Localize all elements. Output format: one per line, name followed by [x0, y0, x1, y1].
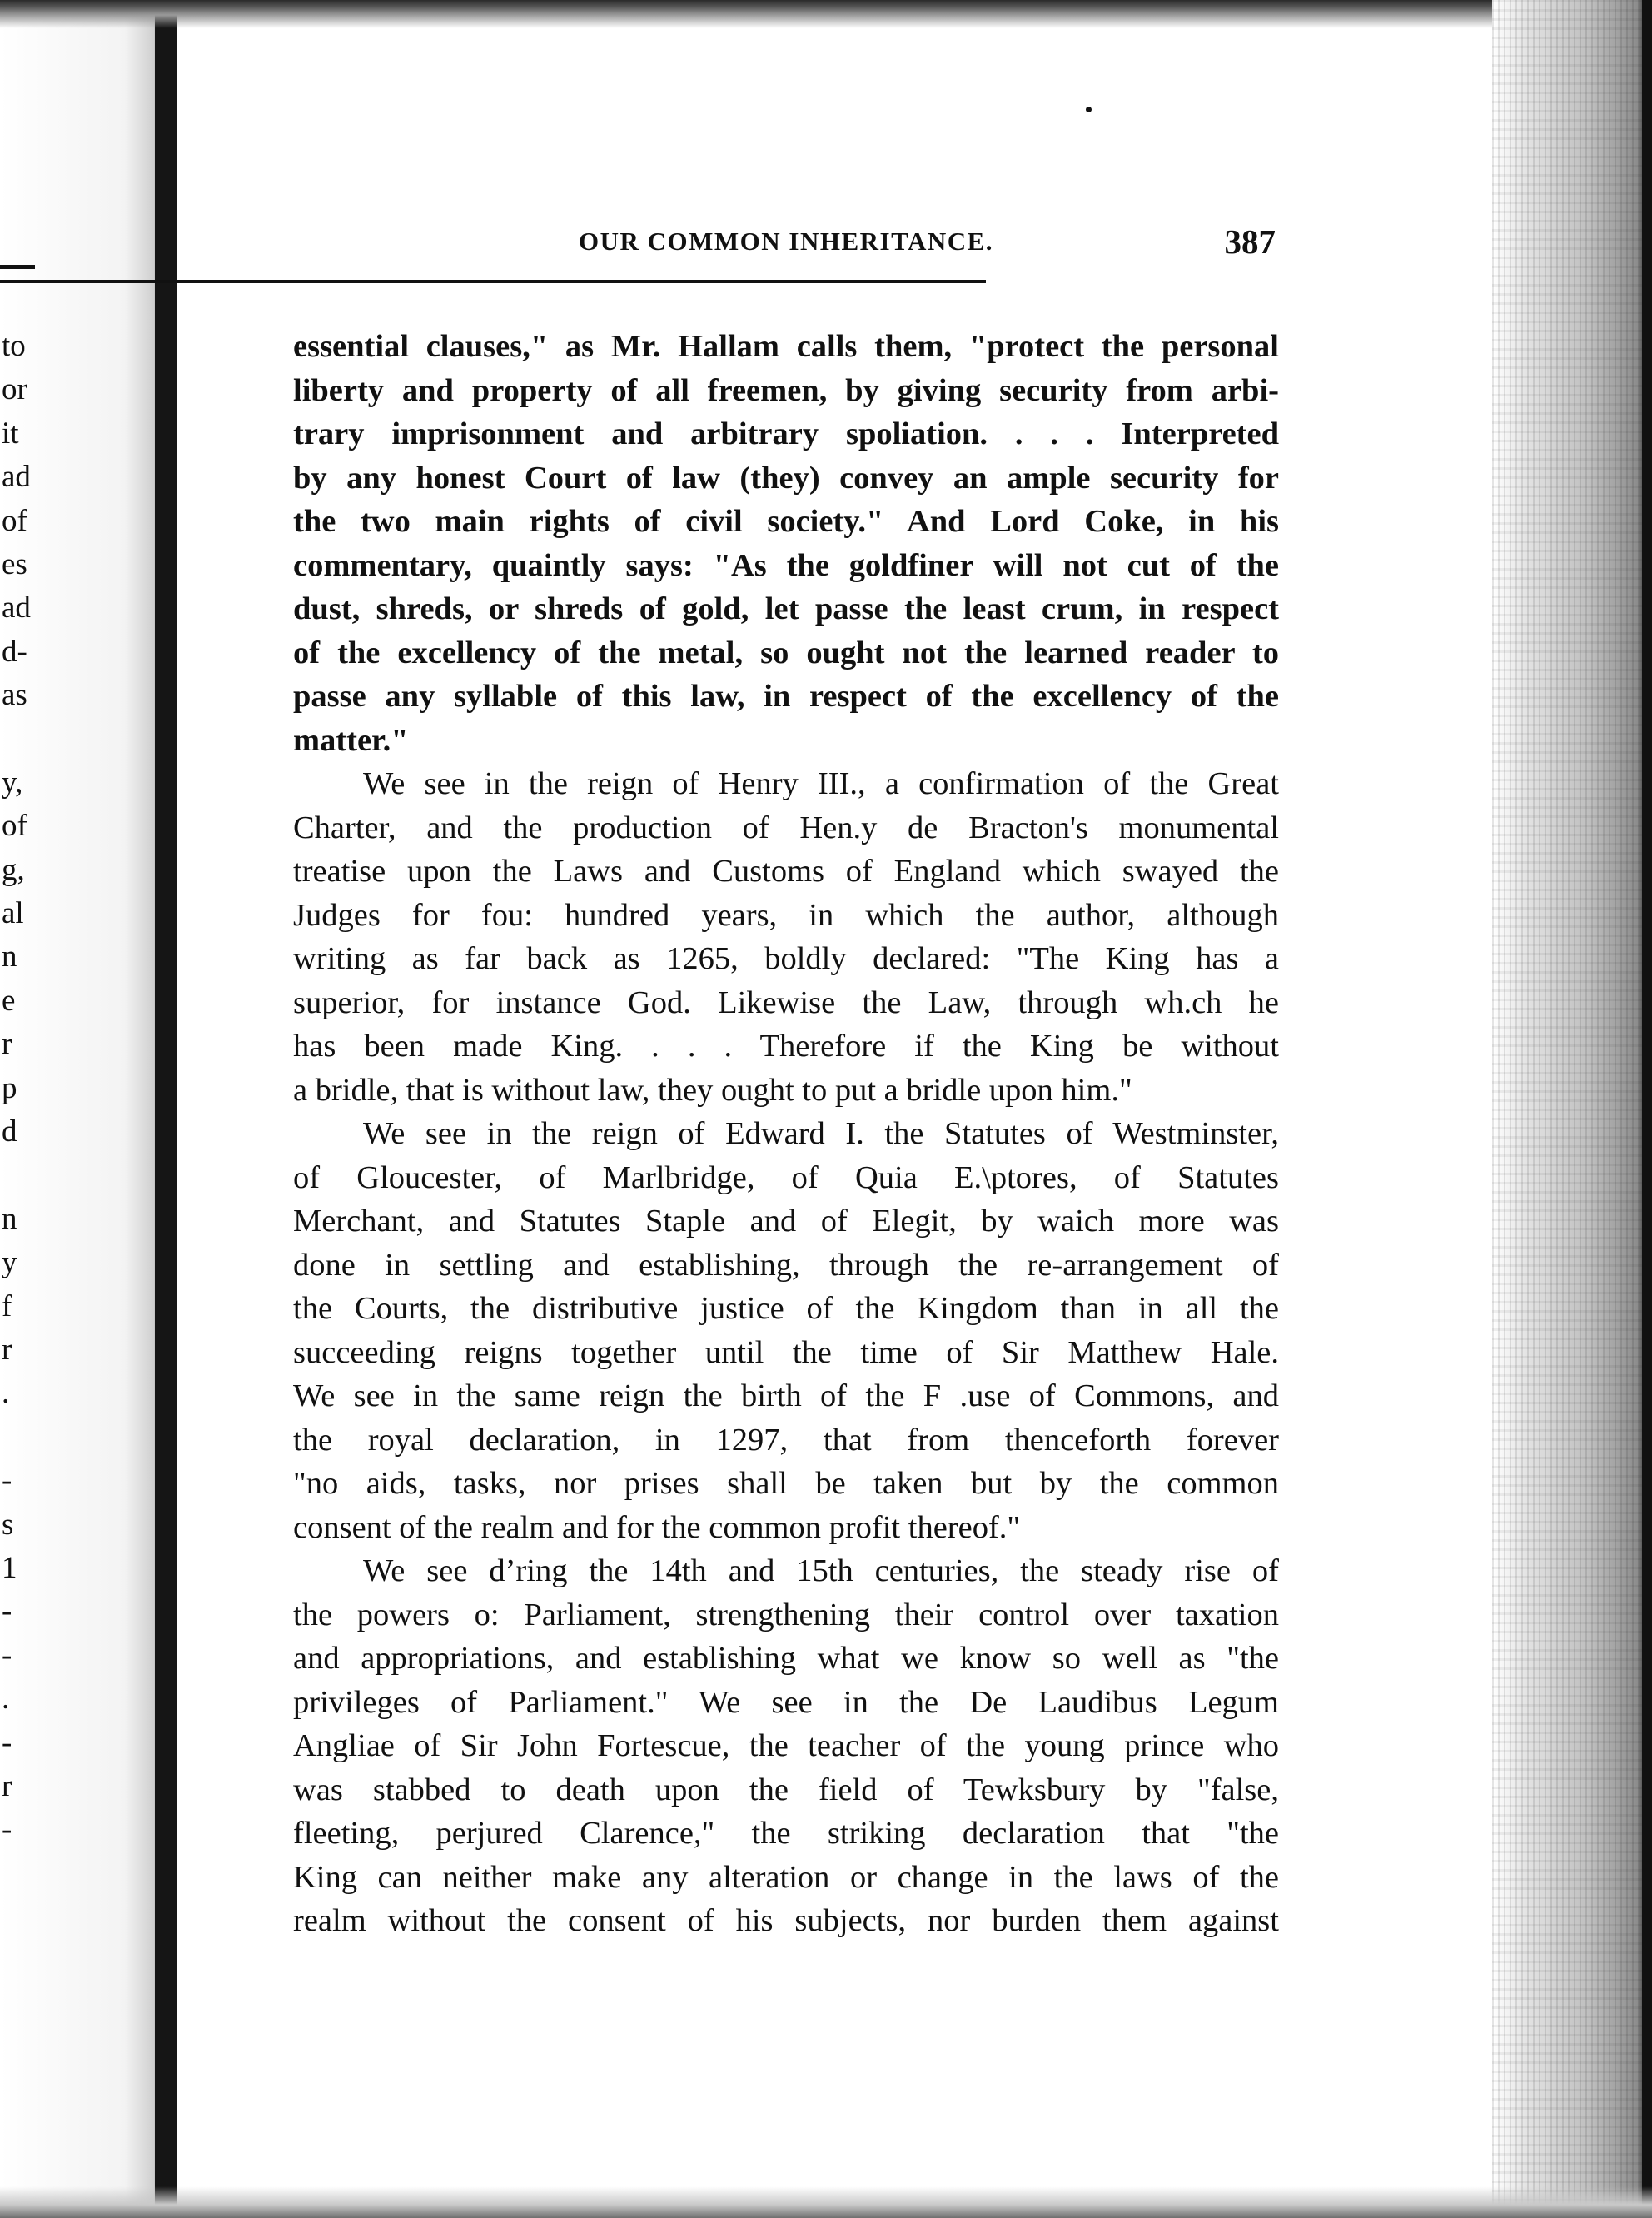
paragraph: [293, 762, 1279, 1112]
page-number: 387: [1224, 222, 1276, 261]
text-line: We see in the reign of Edward I. the Statutes of Westminster,: [363, 1116, 1279, 1151]
text-line: privileges of Parliament." We see in the De Laudibus Legum: [293, 1684, 1279, 1720]
facing-page-fragment: to: [2, 329, 26, 363]
text-line: "no aids, tasks, nor prises shall be taken but by the common: [293, 1466, 1279, 1501]
text-line: the royal declaration, in 1297, that from thenceforth forever: [293, 1422, 1279, 1458]
facing-page-fragment: y: [2, 1245, 17, 1280]
text-line: by any honest Court of law (they) convey an ample security for: [293, 460, 1279, 496]
facing-page-fragments: [2, 325, 52, 1852]
facing-page-fragment: y,: [2, 765, 23, 800]
facing-page-fragment: 1: [2, 1550, 17, 1585]
text-line: a bridle, that is without law, they ought to put a bridle upon him.": [293, 1072, 1132, 1108]
text-line: succeeding reigns together until the time of Sir Matthew Hale.: [293, 1334, 1279, 1370]
facing-page-fragment: -: [2, 1637, 12, 1672]
text-line: realm without the consent of his subjects, nor burden them against: [293, 1903, 1279, 1938]
page-header: [293, 223, 1279, 283]
running-title: OUR COMMON INHERITANCE.: [578, 227, 994, 256]
text-line: has been made King. . . . Therefore if the King be without: [293, 1029, 1279, 1064]
header-rule: [0, 280, 986, 283]
facing-page-fragment: es: [2, 546, 27, 581]
facing-page-fragment: ad: [2, 460, 31, 495]
scan-bottom-edge: [0, 2186, 1652, 2218]
text-line: Merchant, and Statutes Staple and of Elegit, by waich more was: [293, 1204, 1279, 1239]
facing-page-fragment: s: [2, 1507, 14, 1542]
text-line: the two main rights of civil society." And Lord Coke, in his: [293, 504, 1279, 539]
facing-page-fragment: [2, 1154, 52, 1197]
text-line: the powers o: Parliament, strengthening their control over taxation: [293, 1597, 1279, 1632]
facing-page-fragment: -: [2, 1725, 12, 1760]
text-line: dust, shreds, or shreds of gold, let passe the least crum, in respect: [293, 591, 1279, 626]
text-line: superior, for instance God. Likewise the Law, through wh.ch he: [293, 984, 1279, 1020]
speck: [1086, 107, 1092, 112]
text-line: matter.": [293, 722, 409, 758]
text-line: essential clauses," as Mr. Hallam calls them, "protect the personal: [293, 329, 1279, 364]
text-line: Angliae of Sir John Fortescue, the teacher of the young prince who: [293, 1728, 1279, 1763]
facing-page-fragment: p: [2, 1070, 17, 1105]
text-line: trary imprisonment and arbitrary spoliation. . . . Interpreted: [293, 416, 1279, 451]
text-line: liberty and property of all freemen, by giving security from arbi-: [293, 372, 1279, 408]
facing-page-fragment: g,: [2, 852, 25, 887]
facing-page-fragment: [2, 1416, 52, 1459]
facing-page-fragment: f: [2, 1288, 12, 1323]
facing-page-fragment: .: [2, 1376, 10, 1411]
facing-page-fragment: r: [2, 1768, 12, 1803]
facing-page-fragment: or: [2, 372, 27, 407]
facing-page-fragment: of: [2, 809, 27, 844]
text-line: commentary, quaintly says: "As the goldfiner will not cut of the: [293, 547, 1279, 583]
text-line: We see d’ring the 14th and 15th centuries, the steady rise of: [363, 1553, 1279, 1588]
text-line: consent of the realm and for the common profit thereof.": [293, 1509, 1021, 1545]
paragraph: [293, 1112, 1279, 1549]
facing-page-fragment: r: [2, 1027, 12, 1062]
text-line: passe any syllable of this law, in respect of the excellency of the: [293, 679, 1279, 714]
text-line: treatise upon the Laws and Customs of England which swayed the: [293, 854, 1279, 889]
facing-page-fragment: n: [2, 1201, 17, 1236]
paragraph: [293, 1549, 1279, 1943]
facing-page-fragment: e: [2, 983, 16, 1018]
text-line: King can neither make any alteration or change in the laws of the: [293, 1859, 1279, 1895]
facing-page-fragment: r: [2, 1332, 12, 1367]
text-line: We see in the same reign the birth of the F .use of Commons, and: [293, 1378, 1279, 1413]
facing-page-fragment: -: [2, 1463, 12, 1498]
facing-page-fragment: it: [2, 416, 19, 451]
text-line: Judges for fou: hundred years, in which the author, although: [293, 897, 1279, 933]
book-spine-shadow: [155, 0, 177, 2218]
text-line: the Courts, the distributive justice of the Kingdom than in all the: [293, 1291, 1279, 1326]
text-line: was stabbed to death upon the field of Tewksbury by "false,: [293, 1772, 1279, 1807]
text-line: We see in the reign of Henry III., a confirmation of the Great: [363, 766, 1279, 801]
facing-page-fragment: d-: [2, 634, 27, 669]
facing-page-fragment: [2, 718, 52, 761]
facing-page-fragment: -: [2, 1594, 12, 1629]
text-line: of the excellency of the metal, so ought not the learned reader to: [293, 635, 1279, 670]
scan-right-edge: [1492, 0, 1652, 2218]
facing-page-fragment: n: [2, 940, 17, 974]
body-text: [293, 325, 1279, 1943]
scan-top-edge: [0, 0, 1652, 28]
scan-right-border: [1642, 0, 1652, 2218]
facing-page-fragment: ad: [2, 591, 31, 626]
text-line: writing as far back as 1265, boldly declared: "The King has a: [293, 941, 1279, 976]
text-line: Charter, and the production of Hen.y de Bracton's monumental: [293, 810, 1279, 845]
paragraph: [293, 325, 1279, 762]
text-line: and appropriations, and establishing what we know so well as "the: [293, 1641, 1279, 1676]
facing-page-fragment: d: [2, 1114, 17, 1149]
facing-page-rule: [0, 265, 35, 269]
facing-page-fragment: of: [2, 503, 27, 538]
facing-page-fragment: as: [2, 678, 27, 713]
facing-page-fragment: .: [2, 1682, 10, 1717]
facing-page-fragment: -: [2, 1812, 12, 1847]
facing-page-fragment: al: [2, 896, 24, 931]
text-line: done in settling and establishing, through the re-arrangement of: [293, 1247, 1279, 1283]
text-line: of Gloucester, of Marlbridge, of Quia E.\ptores, of Statutes: [293, 1159, 1279, 1195]
text-line: fleeting, perjured Clarence," the striking declaration that "the: [293, 1816, 1279, 1851]
